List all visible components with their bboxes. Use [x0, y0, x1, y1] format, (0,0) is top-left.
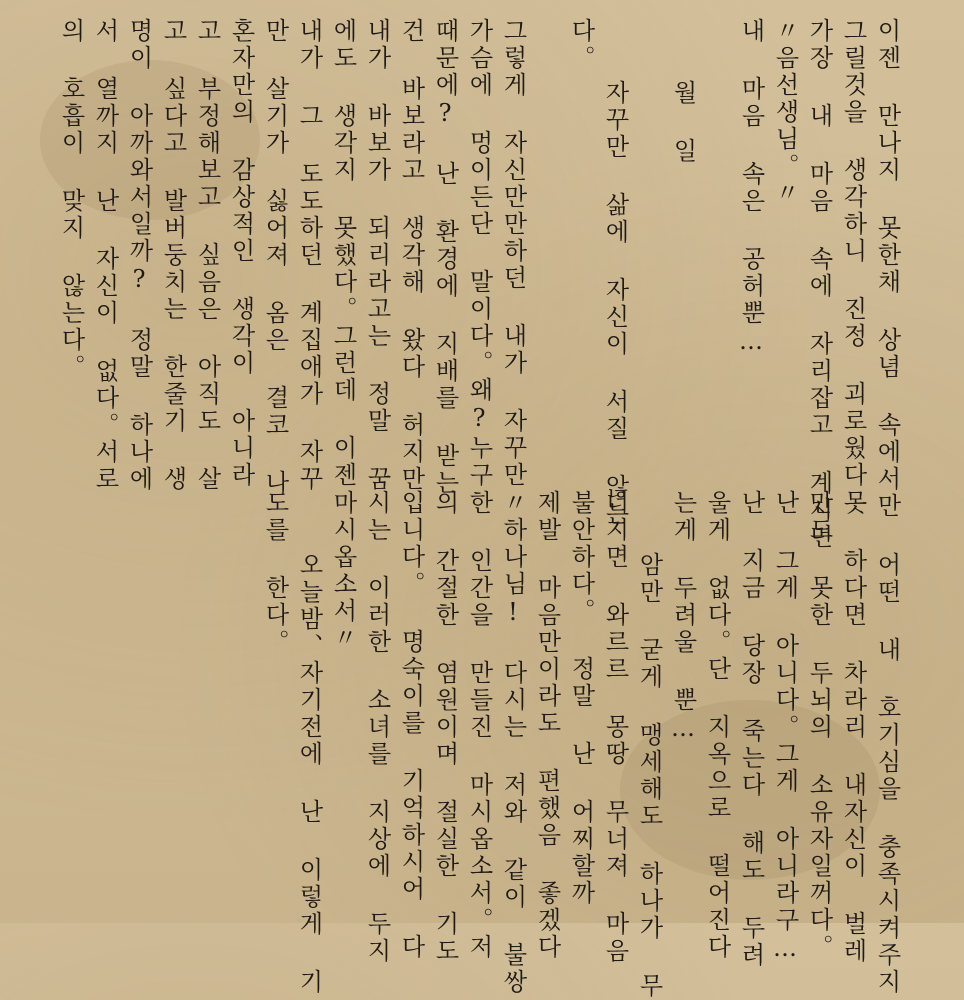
text-column: 월 일: [669, 18, 697, 165]
text-column: 서 열까지 난 자신이 없다。서로: [91, 18, 119, 493]
text-column: 한 인간을 만들진 마시옵소서。저: [465, 490, 493, 961]
text-column: 명이 아까와서일까? 정말 하나에: [125, 18, 153, 493]
text-column: 의 간절한 염원이며 절실한 기도: [431, 490, 459, 965]
text-column: 가장 내 마음 속에 자리잡고 계시던: [805, 18, 833, 551]
text-column: 혼자만의 감상적인 생각이 아니라: [227, 18, 255, 489]
text-column: 에도 생각지 못했다。그런데 이젠: [329, 18, 357, 489]
text-column: 〃하나님! 다시는 저와 같이 불쌍: [499, 490, 527, 996]
text-column: 그렇게 자신만만하던 내가 자꾸만: [499, 18, 527, 489]
text-column: 이젠 만나지 못한채 상념 속에서만: [873, 18, 901, 520]
text-column: 의 호흡이 맞지 않는다。: [57, 18, 85, 381]
text-column: 건 바보라고 생각해 왔다 허지만: [397, 18, 425, 493]
text-column: 너지면 와르르 몽땅 무너져 마음: [601, 490, 629, 965]
text-column: 울게 없다。단 지옥으로 떨어진다: [703, 490, 731, 961]
top-text-block: [57, 18, 904, 551]
text-column: 암만 굳게 맹세해도 하나가 무: [635, 490, 663, 1000]
text-column: [632, 18, 666, 463]
text-column: 가슴에 멍이든단 말이다。왜?누구: [465, 18, 493, 489]
text-column: 오늘밤、자기전에 난 이렇게 기: [295, 490, 323, 996]
text-column: 〃음선생님。〃: [771, 18, 799, 207]
text-column: 난 지금 당장 죽는다 해도 두려: [737, 490, 765, 969]
text-column: 고 싶다고 발버둥치는 한줄기 생: [159, 18, 187, 493]
text-column: 제발 마음만이라도 편했음 좋겠다: [533, 490, 561, 961]
text-column: 자꾸만 삶에 자신이 서질 않는: [601, 18, 629, 528]
text-column: 만 살기가 싫어져 옴은 결코 나: [261, 18, 289, 497]
text-column: 불안하다。 정말 난 어찌할까: [567, 490, 595, 907]
bottom-text-block: [59, 490, 904, 1000]
text-column: 고 부정해보고 싶음은 아직도 살: [193, 18, 221, 493]
text-column: 내 마음 속은 공허뿐…: [737, 18, 765, 358]
text-column: [530, 18, 564, 463]
text-column: 내가 그 도도하던 계집애가 자꾸: [295, 18, 323, 493]
text-column: 못 하다면 차라리 내자신이 벌레: [839, 490, 867, 965]
text-column: 는게 두려울 뿐…: [669, 490, 697, 745]
text-column: [700, 18, 734, 463]
text-column: 때문에? 난 환경에 지배를 받는: [431, 18, 459, 497]
text-column: 그릴것을 생각하니 진정 괴로웠다: [839, 18, 867, 489]
text-column: 입니다。 명숙이를 기억하시어 다: [397, 490, 425, 961]
text-column: 마시옵소서〃: [329, 490, 357, 652]
text-column: 다。: [567, 18, 595, 72]
text-column: 어떤 내 호기심을 충족시켜주지: [873, 490, 901, 996]
text-column: 난 그게 아니다。그게 아니라구…: [771, 490, 799, 965]
text-column: 시는 이러한 소녀를 지상에 두지: [363, 490, 391, 965]
text-column: 만도 못한 두뇌의 소유자일꺼다。: [805, 490, 833, 961]
text-column: 내가 바보가 되리라고는 정말 꿈: [363, 18, 391, 493]
text-column: 도를 한다。: [261, 490, 289, 656]
